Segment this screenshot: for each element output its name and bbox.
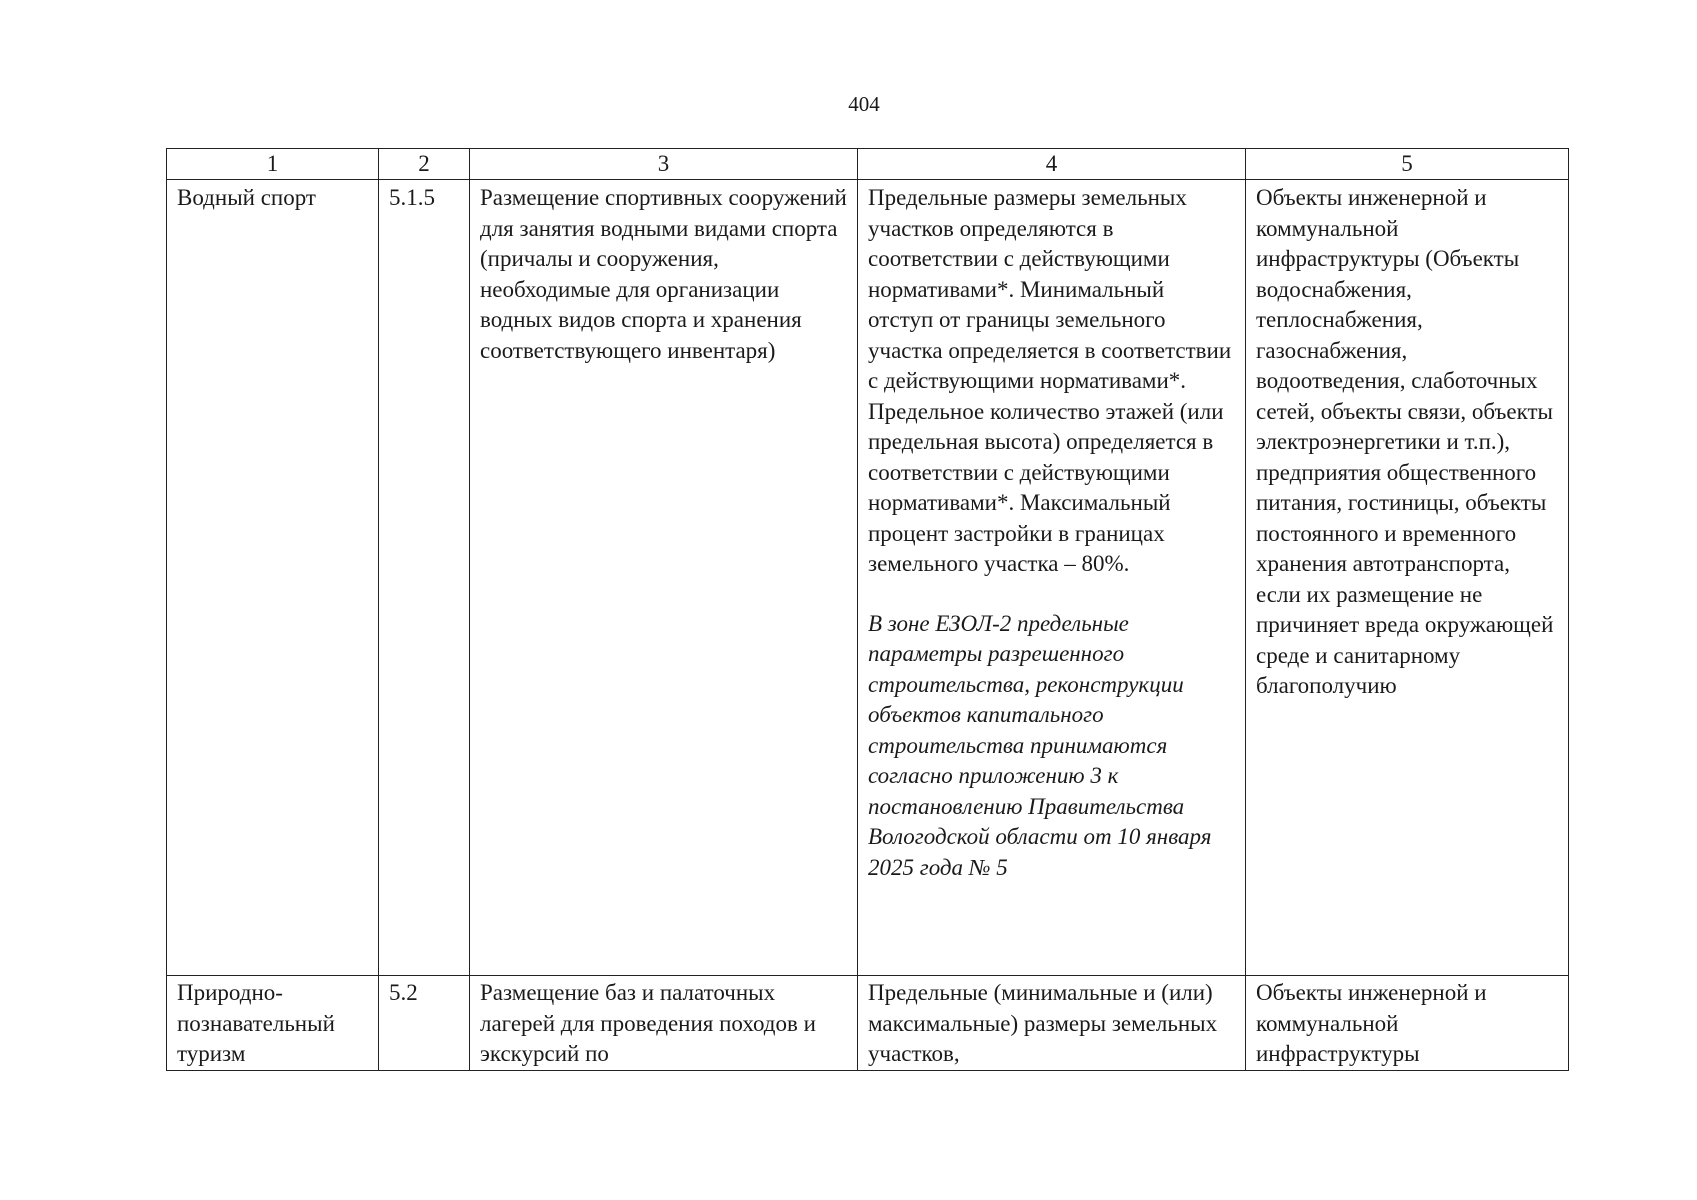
use-code-text: 5.1.5 xyxy=(389,185,435,210)
use-name-text: Природно-познавательный туризм xyxy=(177,980,335,1066)
use-name-text: Водный спорт xyxy=(177,185,316,210)
table-row xyxy=(167,180,1569,976)
cell-auxiliary-uses xyxy=(1246,180,1569,976)
use-description-text: Размещение спортивных сооружений для занятия водными видами спорта (причалы и сооружения, необходимые для организации водных видов спорта и хранения соответствующего инвентаря) xyxy=(480,185,847,363)
header-col-3: 3 xyxy=(470,149,858,180)
header-col-5: 5 xyxy=(1246,149,1569,180)
zoning-table xyxy=(166,148,1569,1071)
auxiliary-uses-text: Объекты инженерной и коммунальной инфраструктуры (Объекты водоснабжения, теплоснабжения, газоснабжения, водоотведения, слаботочных сетей, объекты связи, объекты электроэнергетики и т.п.), предприятия общественного питания, гостиницы, объекты постоянного и временного хранения автотранспорта, если их размещение не причиняет вреда окружающей среде и санитарному благополучию xyxy=(1256,185,1554,698)
table-row xyxy=(167,976,1569,1071)
cell-auxiliary-uses xyxy=(1246,976,1569,1071)
use-description-text: Размещение баз и палаточных лагерей для проведения походов и экскурсий по xyxy=(480,980,816,1066)
cell-use-code xyxy=(379,180,470,976)
cell-use-name xyxy=(167,180,379,976)
page-number: 404 xyxy=(848,92,880,116)
header-col-4: 4 xyxy=(858,149,1246,180)
parameters-text: Предельные (минимальные и (или) максимальные) размеры земельных участков, xyxy=(868,980,1218,1066)
use-code-text: 5.2 xyxy=(389,980,418,1005)
cell-use-code xyxy=(379,976,470,1071)
parameters-text: Предельные размеры земельных участков определяются в соответствии с действующими нормативами*. Минимальный отступ от границы земельного участка определяется в соответствии с действующими нормативами*. Предельное количество этажей (или предельная высота) определяется в соответствии с действующими нормативами*. Максимальный процент застройки в границах земельного участка – 80%. xyxy=(868,185,1232,576)
cell-parameters xyxy=(858,180,1246,976)
cell-use-name xyxy=(167,976,379,1071)
header-col-1: 1 xyxy=(167,149,379,180)
table-header-row xyxy=(167,149,1569,180)
auxiliary-uses-text: Объекты инженерной и коммунальной инфраструктуры xyxy=(1256,980,1487,1066)
cell-parameters xyxy=(858,976,1246,1071)
cell-use-description xyxy=(470,976,858,1071)
cell-use-description xyxy=(470,180,858,976)
parameters-note: В зоне ЕЗОЛ-2 предельные параметры разрешенного строительства, реконструкции объектов капитального строительства принимаются согласно приложению 3 к постановлению Правительства Вологодской области от 10 января 2025 года № 5 xyxy=(868,610,1212,880)
header-col-2: 2 xyxy=(379,149,470,180)
